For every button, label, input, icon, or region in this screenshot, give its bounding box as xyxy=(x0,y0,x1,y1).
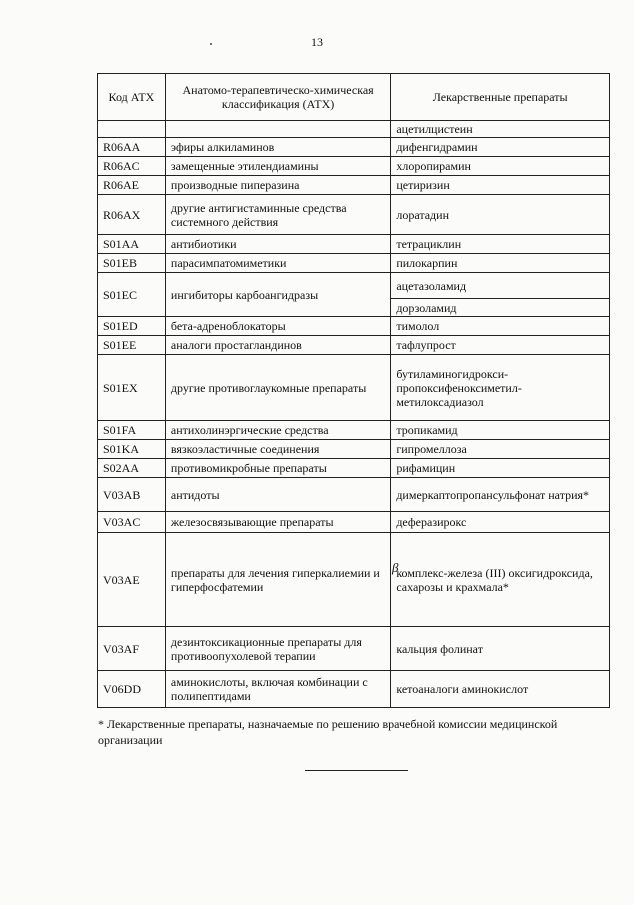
atx-classification: бета-адреноблокаторы xyxy=(165,317,390,336)
table-row xyxy=(98,671,610,708)
atx-code: V03AB xyxy=(98,478,166,512)
atx-code: V03AF xyxy=(98,627,166,671)
drug-name: димеркаптопропансульфонат натрия* xyxy=(391,478,610,512)
atx-code: S01EC xyxy=(98,273,166,317)
drug-name: дифенгидрамин xyxy=(391,138,610,157)
table-row xyxy=(98,273,610,299)
table-header-row xyxy=(98,74,610,121)
drug-name: хлоропирамин xyxy=(391,157,610,176)
atx-classification: другие противоглаукомные препараты xyxy=(165,355,390,421)
atx-classification: аминокислоты, включая комбинации с полипептидами xyxy=(165,671,390,708)
atx-code: R06AE xyxy=(98,176,166,195)
scan-speck xyxy=(210,43,212,45)
atx-code: S01ED xyxy=(98,317,166,336)
atx-code: V03AC xyxy=(98,512,166,533)
atx-classification: другие антигистаминные средства системного действия xyxy=(165,195,390,235)
atx-classification: вязкоэластичные соединения xyxy=(165,440,390,459)
table-row xyxy=(98,512,610,533)
table-row xyxy=(98,478,610,512)
drug-name: дорзоламид xyxy=(391,299,610,317)
atx-classification: эфиры алкиламинов xyxy=(165,138,390,157)
atx-code: R06AC xyxy=(98,157,166,176)
atx-classification: препараты для лечения гиперкалиемии и гиперфосфатемии xyxy=(165,533,390,627)
table-row xyxy=(98,157,610,176)
drug-name: ацетилцистеин xyxy=(391,121,610,138)
table-row xyxy=(98,195,610,235)
header-code: Код АТХ xyxy=(98,74,166,121)
handwritten-beta-mark: β xyxy=(392,560,399,575)
table-row xyxy=(98,440,610,459)
atx-code xyxy=(98,121,166,138)
atx-classification xyxy=(165,121,390,138)
closing-rule xyxy=(305,770,408,771)
header-classification: Анатомо-терапевтическо-химическая классификация (АТХ) xyxy=(165,74,390,121)
table-row xyxy=(98,627,610,671)
atx-code: S01EB xyxy=(98,254,166,273)
atx-code: R06AX xyxy=(98,195,166,235)
table-row xyxy=(98,121,610,138)
atx-code: S02AA xyxy=(98,459,166,478)
table-row xyxy=(98,176,610,195)
drug-name: деферазирокс xyxy=(391,512,610,533)
atx-classification: ингибиторы карбоангидразы xyxy=(165,273,390,317)
atx-code: S01FA xyxy=(98,421,166,440)
table-row xyxy=(98,336,610,355)
drug-name: ацетазоламид xyxy=(391,273,610,299)
table-row xyxy=(98,533,610,627)
atx-code: S01EE xyxy=(98,336,166,355)
table-row xyxy=(98,421,610,440)
atx-classification: железосвязывающие препараты xyxy=(165,512,390,533)
drug-name: комплекс-железа (III) оксигидроксида, сахарозы и крахмала* xyxy=(391,533,610,627)
drug-name: тетрациклин xyxy=(391,235,610,254)
drug-name: тимолол xyxy=(391,317,610,336)
atx-classification: антибиотики xyxy=(165,235,390,254)
atx-table xyxy=(97,73,610,708)
atx-code: V03AE xyxy=(98,533,166,627)
drug-name: тропикамид xyxy=(391,421,610,440)
table-row xyxy=(98,235,610,254)
table-row xyxy=(98,138,610,157)
drug-name: гипромеллоза xyxy=(391,440,610,459)
atx-code: V06DD xyxy=(98,671,166,708)
drug-name: кальция фолинат xyxy=(391,627,610,671)
drug-name: цетиризин xyxy=(391,176,610,195)
atx-classification: производные пиперазина xyxy=(165,176,390,195)
drug-name: кетоаналоги аминокислот xyxy=(391,671,610,708)
atx-code: S01AA xyxy=(98,235,166,254)
drug-name: тафлупрост xyxy=(391,336,610,355)
drug-name: рифамицин xyxy=(391,459,610,478)
drug-name: бутиламиногидрокси-пропоксифеноксиметил-метилоксадиазол xyxy=(391,355,610,421)
atx-code: R06AA xyxy=(98,138,166,157)
atx-code: S01KA xyxy=(98,440,166,459)
atx-classification: замещенные этилендиамины xyxy=(165,157,390,176)
atx-classification: антихолинэргические средства xyxy=(165,421,390,440)
table-row xyxy=(98,317,610,336)
table-row xyxy=(98,459,610,478)
table-row xyxy=(98,355,610,421)
drug-name: лоратадин xyxy=(391,195,610,235)
atx-classification: парасимпатомиметики xyxy=(165,254,390,273)
atx-classification: аналоги простагландинов xyxy=(165,336,390,355)
drug-name: пилокарпин xyxy=(391,254,610,273)
atx-classification: дезинтоксикационные препараты для противоопухолевой терапии xyxy=(165,627,390,671)
atx-classification: противомикробные препараты xyxy=(165,459,390,478)
header-drugs: Лекарственные препараты xyxy=(391,74,610,121)
footnote: * Лекарственные препараты, назначаемые по решению врачебной комиссии медицинской организации xyxy=(98,717,558,747)
atx-classification: антидоты xyxy=(165,478,390,512)
atx-code: S01EX xyxy=(98,355,166,421)
page-number: 13 xyxy=(311,35,323,49)
table-row xyxy=(98,254,610,273)
